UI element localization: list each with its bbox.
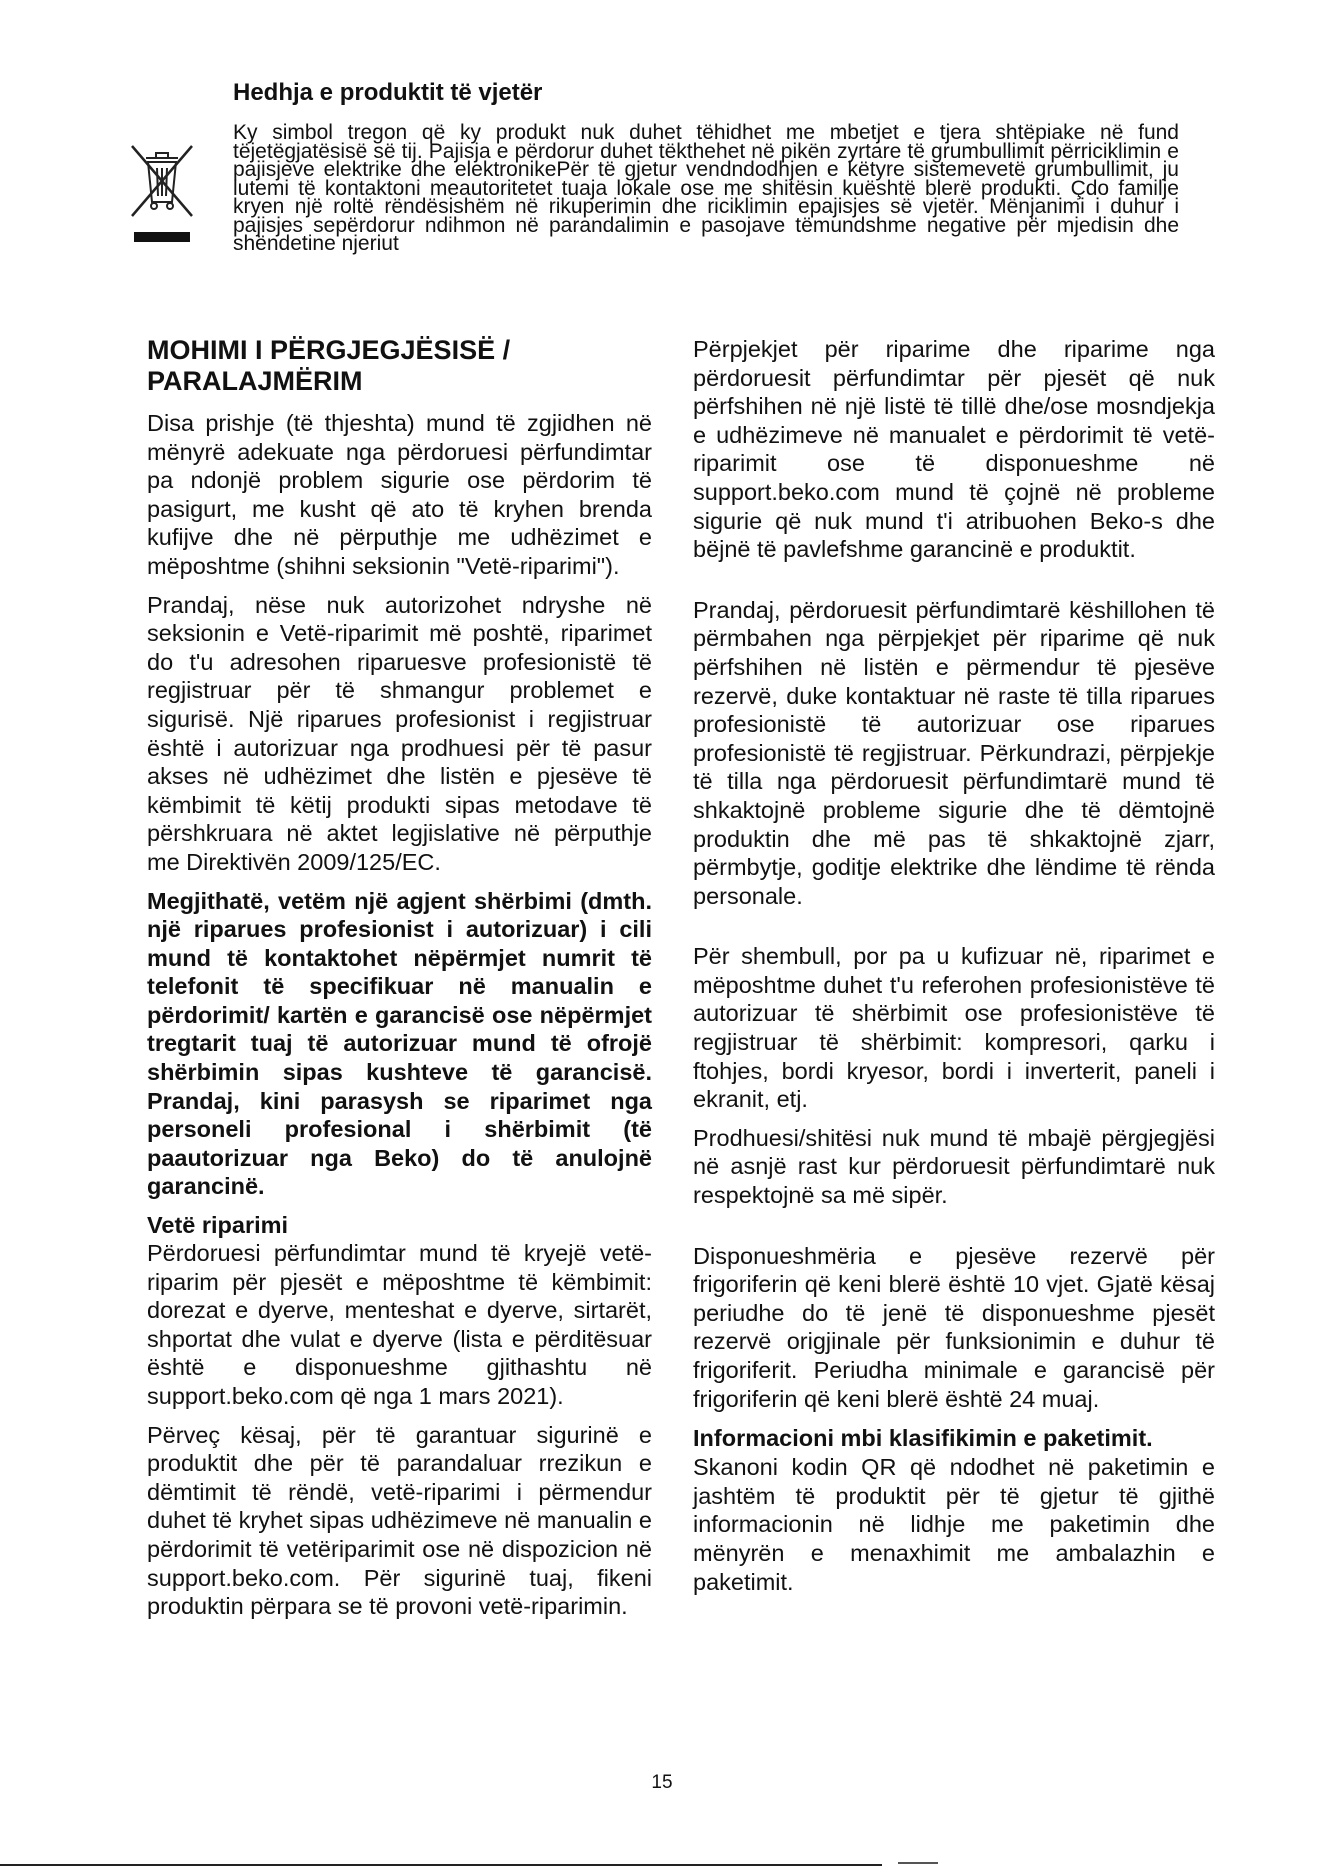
right-paragraph-1: Përpjekjet për riparime dhe riparime nga përdoruesit përfundimtar për pjesët që nuk përfshihen në një listë të tillë dhe/ose mosndjekja e udhëzimeve në manualet e përdorimit të vetë-riparimit ose të disponueshme në support.beko.com mund të çojnë në probleme sigurie që nuk mund t'i atribuohen Beko-s dhe bëjnë të pavlefshme garancinë e produktit. — [693, 336, 1215, 563]
spacer — [693, 574, 1215, 596]
right-paragraph-3: Për shembull, por pa u kufizuar në, riparimet e mëposhtme duhet t'u referohen profesionistëve të autorizuar të shërbimit ose profesionistëve të regjistruar të shërbimit: kompresori, qarku i ftohjes, bordi kryesor, bordi i inverterit, paneli i ekranit, etj. — [693, 943, 1215, 1113]
weee-crossed-bin-icon — [130, 140, 194, 250]
left-paragraph-5: Përveç kësaj, për të garantuar sigurinë e produktit dhe për të parandaluar rrezikun e dëmtimit të rëndë, vetë-riparimi i përmendur duhet të kryhet sipas udhëzimeve në manualin e përdorimit të vetëriparimit ose në dispozicion në support.beko.com. Për sigurinë tuaj, fikeni produktin përpara se të provoni vetë-riparimin. — [147, 1421, 652, 1620]
disposal-title: Hedhja e produktit të vjetër — [233, 79, 543, 106]
right-paragraph-6: Skanoni kodin QR që ndodhet në paketimin e jashtëm të produktit për të gjetur të gjithë informacionin në lidhje me paketimin dhe mënyrën e menaxhimit me ambalazhin e paketimit. — [693, 1454, 1215, 1595]
right-paragraph-4: Prodhuesi/shitësi nuk mund të mbajë përgjegjësi në asnjë rast kur përdoruesit përfundimtarë nuk respektojnë sa më sipër. — [693, 1124, 1215, 1209]
right-paragraph-2: Prandaj, përdoruesit përfundimtarë këshillohen të përmbahen nga përpjekjet për riparime që nuk përfshihen në listën e përmendur të pjesëve rezervë, duke kontaktuar në raste të tilla riparues profesionistë të autorizuar ose riparues profesionistë të regjistruar. Përkundrazi, përpjekje të tilla nga përdoruesit përfundimtarë mund të shkaktojnë probleme sigurie dhe të dëmtojnë produktin dhe më pas të shkaktojnë zjarr, përmbytje, goditje elektrike dhe lëndime të rënda personale. — [693, 596, 1215, 909]
packaging-info-heading: Informacioni mbi klasifikimin e paketimit. — [693, 1425, 1153, 1452]
left-paragraph-2: Prandaj, nëse nuk autorizohet ndryshe në seksionin e Vetë-riparimit më poshtë, riparimet do t'u adresohen riparuesve profesionistë të regjistruar për të shmangur problemet e sigurisë. Një riparues profesionist i regjistruar është i autorizuar nga prodhuesi për të pasur akses në udhëzimet dhe listën e pjesëve të këmbimit të këtij produkti sipas metodave të përshkruara në aktet legjislative në përputhje me Direktivën 2009/125/EC. — [147, 591, 652, 875]
footer-mark — [898, 1862, 938, 1864]
left-paragraph-3-bold: Megjithatë, vetëm një agjent shërbimi (dmth. një riparues profesionist i autorizuar) i cili mund të kontaktohet nëpërmjet numrit të telefonit të specifikuar në manualin e përdorimit/ kartën e garancisë ose nëpërmjet tregtarit tuaj të autorizuar mund të ofrojë shërbimin sipas kushteve të garancisë. Prandaj, kini parasysh se riparimet nga personeli profesional i shërbimit (të paautorizuar nga Beko) do të anulojnë garancinë. — [147, 887, 652, 1200]
disposal-text: Ky simbol tregon që ky produkt nuk duhet tëhidhet me mbetjet e tjera shtëpiake në fund tëjetëgjatësisë së tij. Pajisja e përdorur duhet tëkthehet në pikën zyrtare të grumbullimit përriciklimin e pajisjeve elektrike dhe elektronikePër të gjetur vendndodhjen e këtyre sistemevetë grumbullimit, ju lutemi të kontaktoni meautoritetet tuaja lokale ose me shitësin kuështë blerë produkti. Çdo familje kryen një roltë rëndësishëm në rikuperimin dhe riciklimin epajisjes së vjetër. Mënjanimi i duhur i pajisjes sepërdorur ndihmon në parandalimin e pasojave tëmundshme negative për mjedisin dhe shëndetine njeriut — [233, 121, 1179, 255]
right-column — [693, 335, 1215, 1606]
footer-rule — [0, 1864, 882, 1866]
left-paragraph-4: Përdoruesi përfundimtar mund të kryejë vetë-riparim për pjesët e mëposhtme të këmbimit: dorezat e dyerve, menteshat e dyerve, sirtarët, shportat dhe vulat e dyerve (lista e përditësuar është e disponueshme gjithashtu në support.beko.com që nga 1 mars 2021). — [147, 1240, 652, 1409]
page-number: 15 — [651, 1772, 673, 1793]
spacer — [693, 1220, 1215, 1242]
left-column — [147, 335, 652, 1631]
self-repair-heading: Vetë riparimi — [147, 1212, 289, 1239]
spacer — [693, 920, 1215, 942]
disclaimer-heading: MOHIMI I PËRGJEGJËSISË / PARALAJMËRIM — [147, 335, 511, 396]
left-paragraph-1: Disa prishje (të thjeshta) mund të zgjidhen në mënyrë adekuate nga përdoruesi përfundimtar pa ndonjë problem sigurie ose përdorim të pasigurt, me kusht që ato të kryhen brenda kufijve dhe në përputhje me udhëzimet e mëposhtme (shihni seksionin "Vetë-riparimi"). — [147, 410, 652, 579]
right-paragraph-5: Disponueshmëria e pjesëve rezervë për frigoriferin që keni blerë është 10 vjet. Gjatë kësaj periudhe do të jenë të disponueshme pjesët rezervë origjinale për funksionimin e duhur të frigoriferit. Periudha minimale e garancisë për frigoriferin që keni blerë është 24 muaj. — [693, 1242, 1215, 1412]
